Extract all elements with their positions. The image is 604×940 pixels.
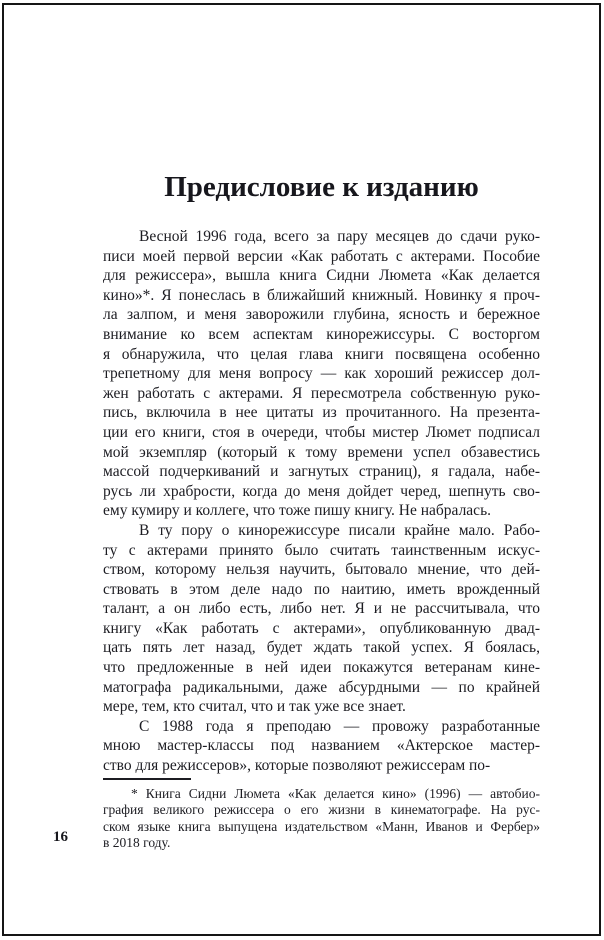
text-line: массой подчеркиваний и загнутых страниц), я гадала, набе- — [103, 463, 540, 481]
body-text — [103, 227, 540, 776]
chapter-title: Предисловие к изданию — [164, 171, 479, 203]
text-line: жен работать с актерами. Я пересмотрела собственную руко- — [103, 384, 540, 402]
paragraph — [103, 521, 540, 717]
text-line: С 1988 года я преподаю — провожу разработанные — [139, 717, 540, 735]
text-line: внимание ко всем аспектам кинорежиссуры. С восторгом — [103, 325, 540, 343]
text-line: писи моей первой версии «Как работать с актерами. Пособие — [103, 247, 540, 265]
text-line: мой экземпляр (который к тому времени успел обзавестись — [103, 443, 540, 461]
text-line: мере, тем, кто считал, что и так уже все знает. — [103, 698, 406, 716]
text-line: талант, а он либо есть, либо нет. Я и не рассчитывала, что — [103, 600, 540, 618]
text-line: графия великого режиссера о его жизни в кинематографе. На рус- — [103, 802, 540, 818]
text-line: в 2018 году. — [103, 835, 171, 851]
text-line: матографа радикальными, даже абсурдными — по крайней — [103, 678, 540, 696]
text-line: пись, включила в нее цитаты из прочитанного. На презента- — [103, 404, 540, 422]
paragraph — [103, 227, 540, 521]
text-line: ствовать в этом деле надо по наитию, иметь врожденный — [103, 580, 540, 598]
footnote-divider — [103, 778, 191, 780]
footnote — [103, 786, 540, 852]
page-number: 16 — [53, 829, 68, 845]
text-line: мною мастер-классы под названием «Актерское мастер- — [103, 737, 540, 755]
text-line: ции его книги, стоя в очереди, чтобы мистер Люмет подписал — [103, 423, 540, 441]
text-line: ла залпом, и меня заворожили глубина, ясность и бережное — [103, 306, 540, 324]
text-line: * Книга Сидни Люмета «Как делается кино» (1996) — автобио- — [131, 786, 540, 801]
text-column — [103, 0, 540, 940]
text-line: трепетному для меня вопросу — как хороший режиссер дол- — [103, 365, 540, 383]
text-line: ском языке книга выпущена издательством «Манн, Иванов и Фербер» — [103, 818, 540, 834]
text-line: ту с актерами принято было считать таинственным искус- — [103, 541, 540, 559]
text-line: кино»*. Я понеслась в ближайший книжный. Новинку я проч- — [103, 286, 540, 304]
text-line: ство для режиссеров», которые позволяют режиссерам по- — [103, 757, 491, 775]
text-line: русь ли храбрости, когда до меня дойдет черед, шепнуть сво- — [103, 482, 540, 500]
text-line: я обнаружила, что целая глава книги посвящена особенно — [103, 345, 540, 363]
text-line: книгу «Как работать с актерами», опубликованную двад- — [103, 619, 540, 637]
text-line: для режиссера», вышла книга Сидни Люмета «Как делается — [103, 267, 540, 285]
text-line: ему кумиру и коллеге, что тоже пишу книгу. Не набралась. — [103, 502, 492, 520]
text-line: ством, которому нельзя научить, бытовало мнение, что дей- — [103, 561, 540, 579]
text-line: цать пять лет назад, будет ждать такой успех. Я боялась, — [103, 639, 540, 657]
text-line: что предложенные в ней идеи покажутся ветеранам кине- — [103, 659, 540, 677]
text-line: В ту пору о кинорежиссуре писали крайне мало. Рабо- — [139, 521, 540, 539]
text-line: Весной 1996 года, всего за пару месяцев до сдачи руко- — [139, 228, 540, 245]
paragraph — [103, 717, 540, 776]
